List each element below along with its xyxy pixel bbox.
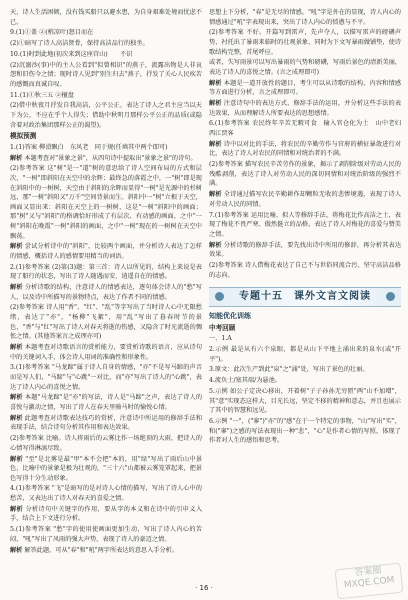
analysis-label: 解析 (10, 455, 23, 463)
training-heading: 知能优化训练 (209, 312, 251, 321)
analysis-paragraph (10, 283, 202, 302)
banner-title: 专题十五 课外文言文阅读 (239, 291, 371, 303)
analysis-paragraph (10, 343, 202, 362)
answer-paragraph: 11.(1)①秋三五 ②檀盘 (10, 91, 74, 99)
answer-paragraph: (2)参考答案 比喻。诗人将雨后的云雾比作一场绝顶的大雨，把诗人的心情写得淋漓尽致。 (10, 435, 202, 452)
watermark-stamp (335, 563, 404, 600)
analysis-label: 解析 (10, 505, 24, 513)
analysis-paragraph (10, 154, 202, 164)
analysis-text: 本题是一道开放性的题目，考生可以从诗歌的结构、内容和情感等方面进行分析，言之成理即可。 (209, 79, 402, 97)
analysis-paragraph (209, 241, 401, 260)
answer-paragraph: 3.(1)参考答案 "马龙蹄"属于诗人自身的情感，"亦"不是写马蹄的声音而是写人们，"马蹄"与"心跳"一对比，而"亦"写出了诗人的"心跳"，表达了诗人内心的喜悦之情。 (10, 364, 202, 391)
analysis-text: 本题"马龙蹄"是"亦"的写法，诗人是"马蹄"之声，表达了诗人的喜悦与激动之情，写出了诗人在春天里骑马时的愉悦心情。 (10, 394, 203, 411)
analysis-paragraph (209, 99, 401, 118)
answer-paragraph: 天，诗人生活困顿，没有钱买船只以避水患，为自身艰难处境而忧虑不已。 (10, 9, 202, 26)
analysis-paragraph (209, 79, 401, 98)
answer-paragraph: (2)参考答案 描写农民辛苦劳作的景象，揭示了剥削阶级对劳动人民的残酷剥削，表达了诗人对劳动人民的深切同情和对统治阶级的强烈不满。 (209, 161, 401, 188)
page-number: · 16 · (195, 584, 213, 592)
analysis-paragraph (10, 414, 202, 433)
analysis-text: 分析诗句中关键字的作用，要从字的本义和在诗中的引申义入手，结合上下文进行分析。 (10, 505, 203, 523)
analysis-paragraph (209, 140, 401, 159)
analysis-label: 解析 (209, 241, 222, 249)
answer-paragraph: 5.(1)参考答案 "愁"字的使用使画面更加生动，写出了诗人内心的苦闷，"吼"写出了风雨的强大声势，表现了诗人的豪迈之情。 (10, 526, 202, 543)
section-heading: 模拟预测 (10, 132, 37, 141)
left-column (10, 8, 202, 556)
answer-paragraph: 2.示例 最是从有六个泉眼，都是从山下平地上涌出来的泉水(或"开平")。 (209, 346, 401, 363)
analysis-text: 分析诗歌的修辞手法，要先找出诗中所用的修辞，再分析其表达效果。 (209, 241, 402, 259)
banner-dot-icon (215, 292, 224, 301)
answer-paragraph: (2)参考答案 诗人借梅花表达了自己不与世俗同流合污、坚守高洁品格的志向。 (209, 261, 401, 279)
answer-paragraph: 6.示例 "一"，("寥")"亦"的"感"在于一个特定的事物，"山"写出"实"，和("寥")之感的写法表现出一种"悲"，"心"是作者心情的写照，体现了作者对人生的感悟和思考。 (209, 417, 401, 445)
analysis-label: 解析 (10, 546, 23, 554)
right-column (209, 8, 408, 447)
answer-paragraph: (2)参考答案 这"树"是一"道"树的意思给了诗人空间布局的方式和层次，"一树"即斜阳在天空中的余辉；最终急的落霞之中，一"树"即是现在斜阳中的一树树，天空由于斜阳的余辉而显得"一树"是光源中的杉树远，那"一树"斜阳又"万千"空间背景而生。斜阳中一"树"立根于天空，画面又显出来：斜阳在天空上的一树树，这是"一树"斜阳中的画面；那"树"又与"斜阳"的格调恰好形成了有层次、有动感的画面，之中"一树"斜阳在晚霞"一树"斜阳的画面，之中"一树"现在的一树树在天空中飘荡。 (10, 165, 202, 240)
answer-paragraph: 2.(1)参考答案 (2)第(3)题：第三首：诗人以所见的，结构上来说是表现了船行的状态，写出了诗人随遇而安，逍遥自在的情感。 (10, 263, 202, 281)
analysis-text: 本题考查对诗歌语言的赏析能力，要赏析诗歌的语言，应从诗句中的关键词入手，体会诗人用词的准确性和形象性。 (10, 344, 203, 361)
analysis-text: 全诗通过描写农民辛勤耕作却颗粒无收的悲惨境遇，表现了诗人对劳动人民的同情。 (209, 191, 402, 208)
answer-paragraph: (2)参考答案 诗人用"香"、"红"、"乱"等字写出了当时诗人心中无限愁绪，表达了"亦"，"杨柳"飞絮"，用"乱"写出了暮春时节的景色，"香"与"红"写出了诗人对春天将逝的伤感，又隐含了时光流逝的惆怅之情。(其他答案言之成理亦可) (10, 304, 202, 341)
analysis-paragraph (10, 546, 202, 556)
banner-dot-icon (386, 292, 395, 301)
answer-paragraph: 9.(1)①盖 ②(梢凉叶)怒目而在 (10, 29, 94, 37)
analysis-paragraph (10, 455, 202, 484)
watermark-line-1: 答案圈 (354, 565, 383, 579)
analysis-paragraph (209, 190, 401, 209)
analysis-label: 解析 (209, 140, 222, 148)
analysis-text: "至"是北雾是最"甲"本不会把"本的，用"绿"写出了雨后山中景色，比喻中的景象是极为壮观的，"三十六"山都被云雾笼罩起来，把景色写得十分生动形象。 (10, 455, 203, 482)
answer-paragraph: 4.流负土/塞其端/为悬池。 (209, 377, 281, 385)
watermark-line-2: MXQE.COM (343, 575, 395, 591)
answer-paragraph: 思想上下分析，"春"是无尽的情感，"吼"字是外在的显现，诗人内心的情感通过"吼"字表现出来，突出了诗人内心的愤懑与不平。 (209, 9, 401, 26)
analysis-label: 解析 (10, 154, 23, 162)
analysis-label: 解析 (209, 191, 222, 199)
answer-paragraph: 3.原文：此次生产到此"泉"之"涌"处，写出了景色的壮丽。 (209, 366, 369, 374)
answer-paragraph: 或者，失写雨景可以写出暴雨的气势和磅礴，写雨后景色的清新美丽，表达了诗人的喜悦之情。(言之成理即可) (209, 59, 401, 76)
answer-paragraph: 1.(1)答案 柳滑飘白 东风老 同于规(任填其中两个即可) (10, 143, 168, 151)
answer-paragraph: 4.(1)参考答案 "飞"是暗写的是对诗人心情的描写，写出了诗人心中的愁苦，又表达出了诗人对春天的喜爱之情。 (10, 485, 202, 503)
analysis-text: 诗中以对比的手法，将农民的辛勤劳作与官府的横征暴敛进行对比，表达了诗人对农民的同情和对统治者的不满。 (209, 140, 402, 158)
analysis-paragraph (10, 393, 202, 412)
review-heading: 中考回顾 (209, 323, 236, 332)
analysis-text: 分析诗歌的结构，注意诗人的情感表达，逐句体会诗人的"愁"写人，以及诗中所描写的景物特点，表达了作者不同的情感。 (10, 284, 202, 301)
answer-paragraph: 7.(1)参考答案 运用比喻、拟人等修辞手法，将梅花比作高洁之士，表现了梅花不畏严寒、傲然挺立的品格，表达了诗人对梅花的喜爱与赞美之情。 (209, 211, 401, 238)
analysis-label: 解析 (209, 79, 222, 87)
topic-banner (209, 287, 401, 307)
analysis-label: 解析 (10, 414, 23, 422)
answer-paragraph: (2)参考答案 不好。开篇写到雷声，先声夺人，以描写雷声的磅礴声势，衬托出了暴雨来临时的壮观景象，同时为下文写暴雨做铺垫，使诗歌结构完整，首尾呼应。 (209, 29, 401, 56)
analysis-label: 解析 (209, 100, 222, 108)
answer-paragraph: 5.示例 如公子定决心移出，开着树"子子孙孙无穷匮"两"山不加增"，其"意"实现态这样大，目光长远，坚定不移的精神和意志，并且也展示了其中的智慧和远见。 (209, 388, 401, 415)
analysis-paragraph (10, 505, 202, 524)
analysis-paragraph (10, 242, 202, 261)
answer-paragraph: (2)沉溺沙(事)中的主人公看到"似曾相识"的燕子，流露出物是人非哀怨和旧伤今之情；现时诗人见到"别生归去"燕子，抒发了关心人民疾苦的感慨而真诚自叹。 (10, 61, 202, 88)
analysis-text: 解答此题，可从"春"和"吼"两字所表达的意思入手分析。 (24, 546, 179, 554)
analysis-text: 注意诗句中的表达方式、修辞手法的运用，并分析这些手法的表达效果，从而理解诗人所要表达的思想感情。 (209, 100, 402, 117)
analysis-label: 解析 (10, 394, 23, 402)
answer-paragraph: (2)①暗写了诗人高洁贤骨，保持高洁品行的独坐。 (10, 40, 149, 48)
analysis-label: 解析 (10, 344, 23, 352)
answer-paragraph: 一、1.A (209, 335, 232, 343)
analysis-label: 解析 (10, 284, 23, 292)
analysis-text: 此题考查对诗歌表达技巧的赏析，注意诗中所运用的修辞手法和表现手法，结合诗句分析其作用和表达效果。 (10, 414, 203, 432)
answer-paragraph: 10.(1)时到此地(初次来到这座宫山) 不识 (10, 50, 133, 58)
analysis-text: 本题考查对"景象之景"，从四句诗中提取出"景象之景"的诗句。 (24, 154, 197, 162)
analysis-text: 尝试分析诗中的"斜阳"，比较两个画面，并分析诗人表达了怎样的情感，概括诗人的感情要用精当的词语。 (10, 243, 202, 260)
answer-paragraph: 6.(1)参考答案 农民终年辛苦无暇可食 输入官仓化为土 山中老妇 西江贾客 (209, 120, 408, 138)
analysis-label: 解析 (10, 243, 23, 251)
answer-paragraph: (2)借中秋夜月抒发自我高洁，公平公正，表达了诗人之君主应当以天下为公，不应在乎个人得失；借助中秋明月那样公平公正的品质(或隐含着对政治集团那样公正的渴望)。 (10, 102, 202, 129)
